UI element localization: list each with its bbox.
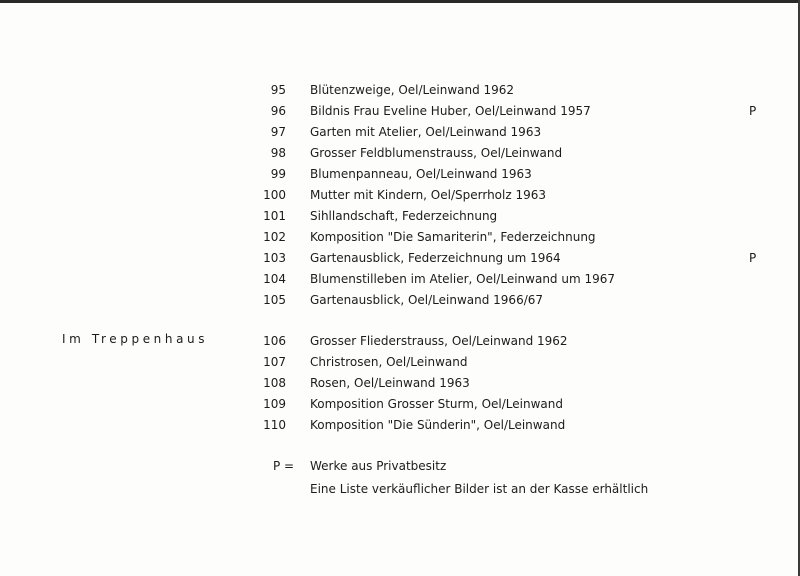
page-top-edge [0,0,800,3]
entry-title: Sihllandschaft, Federzeichnung [310,209,498,223]
list-item [0,186,800,204]
entry-number: 107 [263,355,286,369]
list-item [0,207,800,225]
section-label: Im Treppenhaus [62,332,209,346]
entry-title: Blumenpanneau, Oel/Leinwand 1963 [310,167,532,181]
list-item [0,81,800,99]
entry-number: 110 [263,418,286,432]
entry-title: Rosen, Oel/Leinwand 1963 [310,376,470,390]
entry-title: Komposition Grosser Sturm, Oel/Leinwand [310,397,563,411]
list-item [0,353,800,371]
entry-title: Komposition "Die Samariterin", Federzeichnung [310,230,596,244]
entry-title: Christrosen, Oel/Leinwand [310,355,468,369]
list-item [0,123,800,141]
list-item [0,416,800,434]
entry-number: 105 [263,293,286,307]
entry-title: Gartenausblick, Oel/Leinwand 1966/67 [310,293,544,307]
entry-title: Komposition "Die Sünderin", Oel/Leinwand [310,418,566,432]
list-item [0,249,800,267]
list-item [0,395,800,413]
entry-number: 100 [263,188,286,202]
list-item [0,144,800,162]
list-item [0,102,800,120]
entry-number: 99 [270,167,286,181]
entry-number: 96 [270,104,286,118]
entry-number: 103 [263,251,286,265]
entry-title: Blumenstilleben im Atelier, Oel/Leinwand um 1967 [310,272,616,286]
entry-title: Bildnis Frau Eveline Huber, Oel/Leinwand 1957 [310,104,591,118]
entry-title: Blütenzweige, Oel/Leinwand 1962 [310,83,515,97]
list-item [0,291,800,309]
entry-number: 106 [263,334,286,348]
entry-number: 98 [270,146,286,160]
legend-key: P = [273,459,295,473]
entry-title: Gartenausblick, Federzeichnung um 1964 [310,251,561,265]
entry-title: Grosser Fliederstrauss, Oel/Leinwand 1962 [310,334,568,348]
private-owner-flag: P [749,104,757,118]
private-owner-flag: P [749,251,757,265]
legend-text: Werke aus Privatbesitz [310,459,447,473]
entry-title: Grosser Feldblumenstrauss, Oel/Leinwand [310,146,563,160]
entry-number: 95 [270,83,286,97]
entry-number: 104 [263,272,286,286]
sales-note: Eine Liste verkäuflicher Bilder ist an der Kasse erhältlich [310,482,649,496]
entry-title: Garten mit Atelier, Oel/Leinwand 1963 [310,125,542,139]
list-item [0,270,800,288]
list-item [0,228,800,246]
entry-number: 102 [263,230,286,244]
list-item [0,165,800,183]
entry-number: 109 [263,397,286,411]
list-item [0,374,800,392]
entry-title: Mutter mit Kindern, Oel/Sperrholz 1963 [310,188,547,202]
entry-number: 97 [270,125,286,139]
entry-number: 101 [263,209,286,223]
entry-number: 108 [263,376,286,390]
